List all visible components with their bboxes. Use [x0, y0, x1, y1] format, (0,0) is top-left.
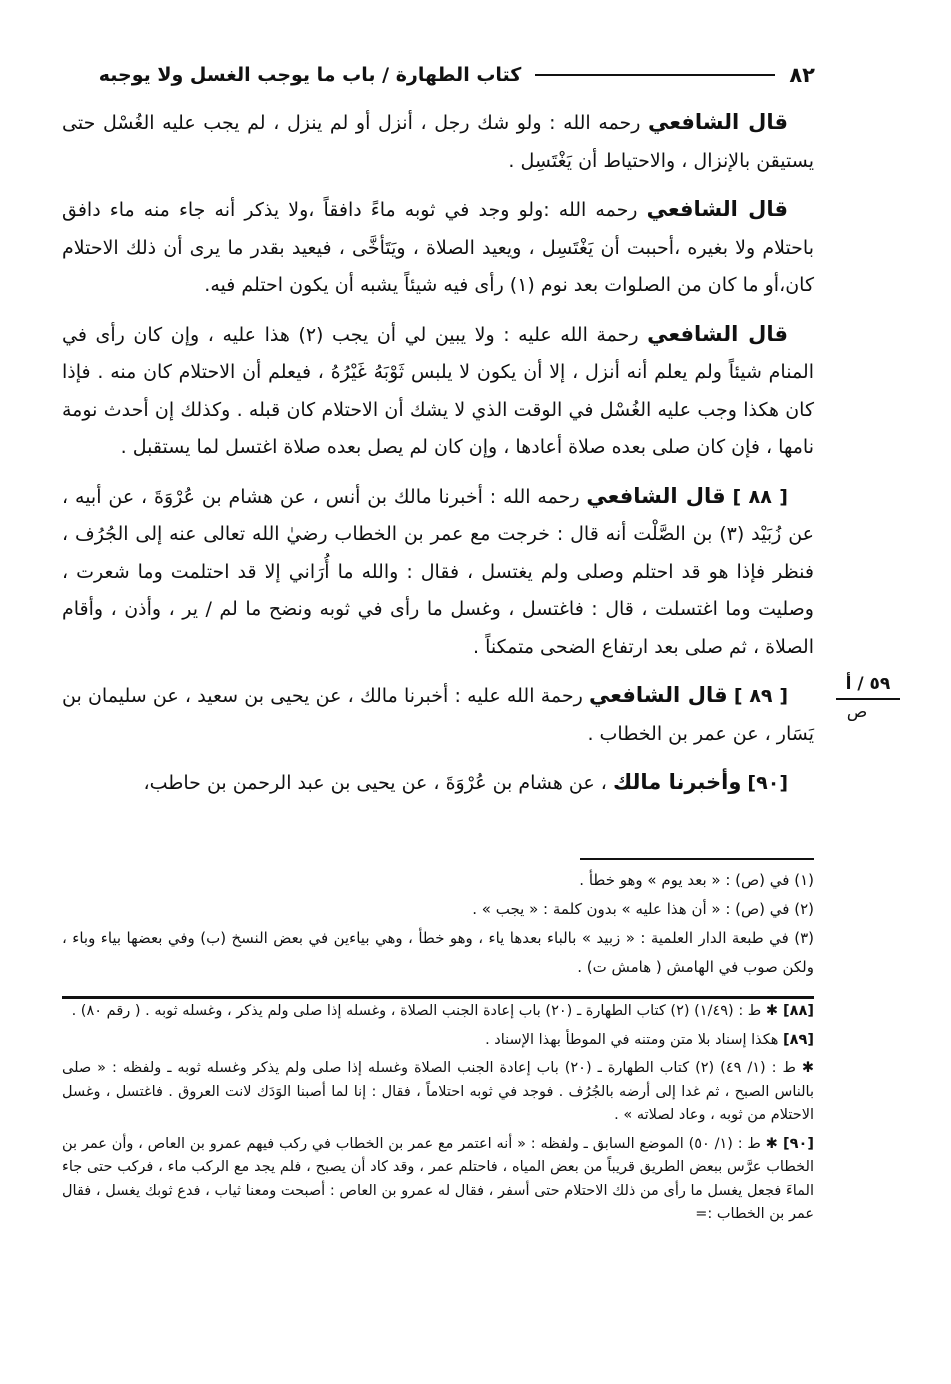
hadith-number: [ ٨٨ ]: [732, 485, 788, 508]
source-text: ط : (١/ ٥٠) الموضع السابق ـ ولفظه : « أنه اعتمر مع عمر بن الخطاب في ركب فيهم عمرو بن العاص ، وأن عمر بن الخطاب عرَّس ببعض الطريق قريباً من بعض المياه ، فاحتلم عمر ، وقد كاد أن يصبح ، فلم يجد مع الركب ماء ، فركب حتى جاء الماءَ فجعل يغسل ما رأى من ذلك الاحتلام حتى أسفر ، فقال له عمرو بن العاص : أصبحت ومعنا ثياب ، فدع ثوبك يغسل ، فقال عمر بن الخطاب :=: [62, 1135, 814, 1222]
speaker-label: وأخبرنا مالك: [612, 770, 742, 794]
paragraph: [62, 478, 814, 667]
speaker-label: قال الشافعي: [646, 197, 789, 221]
hadith-number: [٩٠]: [747, 772, 788, 794]
manuscript-folio: ٥٩ / أ: [836, 674, 900, 700]
paragraph-text: رحمة الله عليه : أخبرنا مالك ، عن يحيى بن سعيد ، عن سليمان بن يَسَار ، عن عمر بن الخطاب .: [62, 685, 814, 745]
source-tag: ✱: [801, 1060, 815, 1076]
running-header: [60, 58, 815, 92]
speaker-label: قال الشافعي: [589, 683, 728, 707]
source-entry: [62, 1000, 814, 1024]
paragraph-text: رحمة الله عليه : ولا يبين لي أن يجب (٢) هذا عليه ، وإن كان رأى في المنام شيئاً ولم يعلم أنه أنزل ، إلا أن يكون لا يلبس ثَوْبَهُ غَيْرُهُ ، فيعلم أن الاحتلام كان منه . فإذا كان هكذا وجب عليه الغُسْل في الوقت الذي لا يشك أن الاحتلام كان قبله . وكذلك إن أحدث نومة نامها ، فإن كان صلى بعده صلاة أعادها ، وإن كان لم يصل بعده صلاة اغتسل لما يستقبل .: [62, 323, 814, 458]
paragraph-text: رحمه الله :ولو وجد في ثوبه ماءً دافقاً ،ولا يذكر أنه جاء منه ماء دافق باحتلام ولا بغيره ،أحببت أن يَغْتَسِل ، ويعيد الصلاة ، ويَتَأخَّى ، فيعيد بقدر ما يرى أن ذلك الاحتلام كان،أو ما كان من الصلوات بعد نوم (١) رأى فيه شيئاً يشبه أن يكون احتلم فيه.: [62, 199, 814, 296]
speaker-label: قال الشافعي: [648, 110, 788, 134]
source-text: ط : (١/ ٤٩) (٢) كتاب الطهارة ـ (٢٠) باب إعادة الجنب الصلاة وغسله إذا صلى ولم يذكر وغسله ثوبه ـ ولفظه : « صلى بالناس الصبح ، ثم غدا إلى أرضه بالجُرُف . فوجد في ثوبه احتلاماً ، فقال : إنا لما أصبنا الوَدَك لانت العروق . فاغتسل ، وغسل الاحتلام من ثوبه ، وعاد لصلاته » .: [62, 1060, 814, 1123]
source-tag: [٨٩]: [783, 1031, 814, 1048]
source-entry: [62, 1057, 814, 1128]
header-rule: [535, 74, 775, 76]
source-entry: [62, 1133, 814, 1227]
main-text: [62, 104, 814, 814]
source-text: هكذا إسناد بلا متن ومتنه في الموطأ بهذا الإسناد .: [485, 1031, 784, 1048]
manuscript-code: ص: [846, 702, 868, 722]
speaker-label: قال الشافعي: [586, 483, 726, 508]
footnotes-rule: [580, 858, 814, 860]
margin-note: [836, 674, 900, 722]
running-title: كتاب الطهارة / باب ما يوجب الغسل ولا يوجبه: [98, 64, 522, 86]
source-text: ط : (١/٤٩) (٢) كتاب الطهارة ـ (٢٠) باب إعادة الجنب الصلاة ، وغسله إذا صلى ولم يذكر ، وغسله ثوبه . ( رقم ٨٠) .: [71, 1003, 766, 1019]
paragraph-text: ، عن هشام بن عُرْوَةَ ، عن يحيى بن عبد الرحمن بن حاطب،: [143, 772, 613, 794]
source-entry: [62, 1029, 814, 1053]
speaker-label: قال الشافعي: [647, 321, 788, 346]
section-divider: [62, 996, 814, 999]
footnote: (٣) في طبعة الدار العلمية : « زبيد » بالباء بعدها ياء ، وهو خطأ ، وهي بياءين في بعض النسخ (ب) وفي بعضها بياء وباء ، ولكن صوب في الهامش ( هامش ت) .: [62, 929, 814, 976]
paragraph-text: رحمه الله : أخبرنا مالك بن أنس ، عن هشام بن عُرْوَةَ ، عن أبيه ، عن زُبَيْد (٣) بن الصَّلْت أنه قال : خرجت مع عمر بن الخطاب رضيٰ الله تعالى عنه إلى الجُرُف ، فنظر فإذا هو قد احتلم وصلى ولم يغتسل ، فقال : والله ما أُرَاني إلا قد احتلمت وما شعرت ، وصليت وما اغتسلت ، قال : فاغتسل ، وغسل ما رأى في ثوبه ونضح ما لم / ير ، وأذن ، وأقام الصلاة ، ثم صلى بعد ارتفاع الضحى متمكناً .: [62, 485, 815, 658]
paragraph: [62, 104, 814, 180]
paragraph-text: رحمه الله : ولو شك رجل ، أنزل أو لم ينزل ، لم يجب عليه الغُسْل حتى يستيقن بالإنزال ، والاحتياط أن يَغْتَسِل .: [62, 112, 814, 172]
hadith-number: [ ٨٩ ]: [733, 685, 789, 707]
footnote: (١) في (ص) : « بعد يوم » وهو خطأ .: [579, 871, 814, 889]
paragraph: [62, 764, 814, 803]
paragraph: [62, 677, 814, 753]
source-references: [62, 1000, 814, 1232]
paragraph: [62, 191, 814, 305]
paragraph: [62, 316, 814, 467]
source-tag: [٨٨] ✱: [765, 1003, 814, 1019]
footnotes: [62, 866, 814, 982]
page-number: ٨٢: [789, 63, 815, 87]
footnote: (٢) في (ص) : « أن هذا عليه » بدون كلمة : « يجب » .: [472, 900, 814, 918]
source-tag: [٩٠] ✱: [765, 1135, 814, 1152]
